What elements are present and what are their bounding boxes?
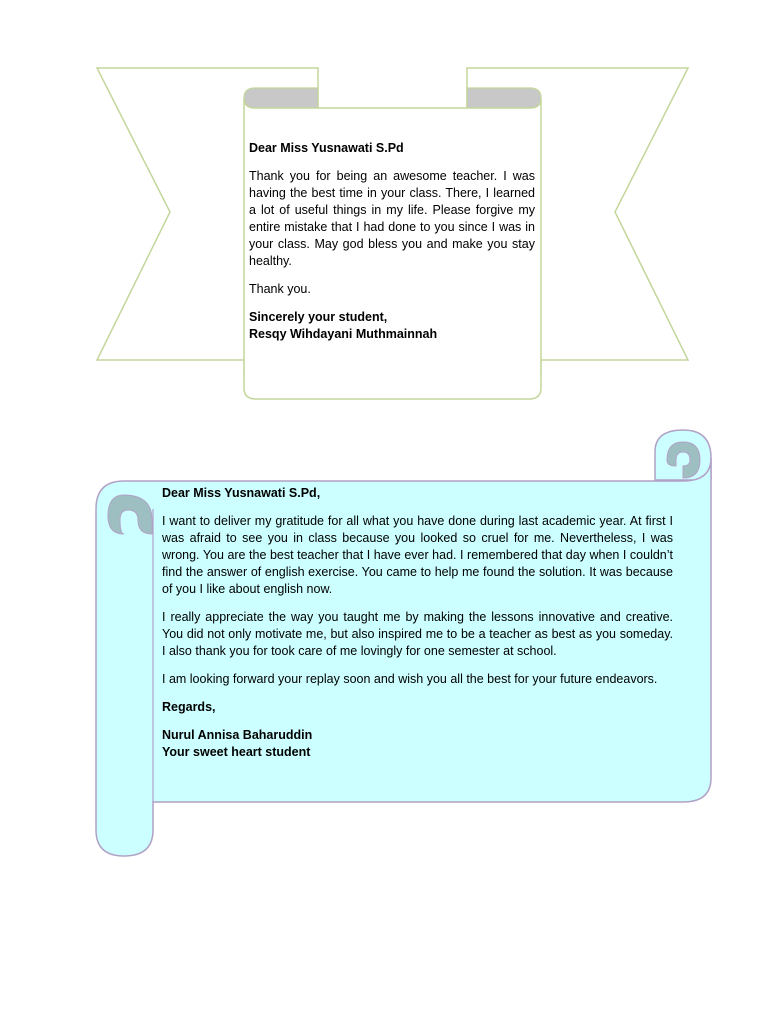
letter1-closing: Sincerely your student, bbox=[249, 310, 388, 324]
letter2-paragraph-2: I really appreciate the way you taught me by making the lessons innovative and creative. You did not only motivate me, but also inspired me to be a teacher as best as you someday. I also thank you for took care of me lovingly for one semester at school. bbox=[162, 610, 673, 658]
letter2-signature: Nurul Annisa Baharuddin bbox=[162, 728, 313, 742]
letter1-salutation: Dear Miss Yusnawati S.Pd bbox=[249, 141, 404, 155]
letter1-signoff bbox=[249, 309, 535, 343]
ribbon-left-fold bbox=[244, 88, 318, 108]
ribbon-letter bbox=[249, 140, 535, 343]
letter2-paragraph-1: I want to deliver my gratitude for all what you have done during last academic year. At first I was afraid to see you in class because you looked so cruel for me. Nevertheless, I was wrong. You are the best teacher that I have ever had. I remembered that day when I couldn’t find the answer of english exercise. You came to help me found the solution. It was because of you I like about english now. bbox=[162, 514, 673, 596]
scroll-letter bbox=[162, 485, 673, 761]
letter2-paragraph-3: I am looking forward your replay soon and wish you all the best for your future endeavors. bbox=[162, 672, 658, 686]
letter1-signature: Resqy Wihdayani Muthmainnah bbox=[249, 327, 438, 341]
letter1-thanks: Thank you. bbox=[249, 282, 311, 296]
letter2-salutation: Dear Miss Yusnawati S.Pd, bbox=[162, 486, 321, 500]
letter1-body: Thank you for being an awesome teacher. I was having the best time in your class. There, I learned a lot of useful things in my life. Please forgive my entire mistake that I had done to you since I was in your class. May god bless you and make you stay healthy. bbox=[249, 169, 535, 268]
letter2-regards: Regards, bbox=[162, 700, 216, 714]
letter2-signoff bbox=[162, 727, 673, 761]
ribbon-right-fold bbox=[467, 88, 541, 108]
letter2-signature-line2: Your sweet heart student bbox=[162, 745, 311, 759]
